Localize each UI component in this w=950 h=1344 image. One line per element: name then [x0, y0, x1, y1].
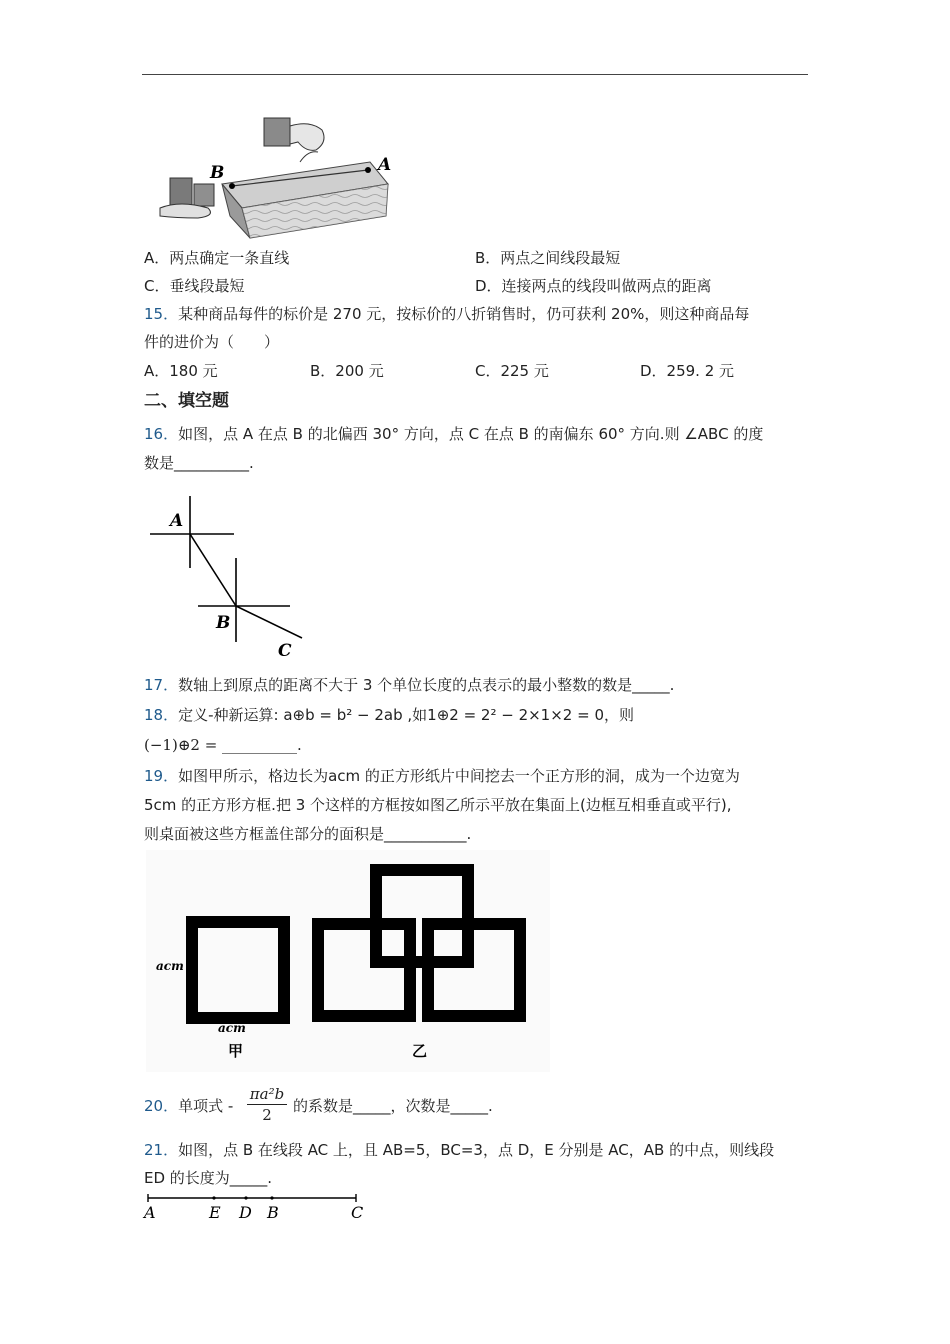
q20-fraction-denominator: 2: [247, 1104, 287, 1125]
q18-line2: (−1)⊕2 = __________.: [144, 736, 302, 754]
q21-point-b: B: [267, 1203, 279, 1222]
q14-label-b: B: [210, 163, 225, 183]
q19-caption-yi: 乙: [412, 1042, 428, 1060]
q19-label-acm-bottom: acm: [218, 1021, 246, 1035]
section-title: 二、填空题: [144, 391, 229, 411]
q15-option-b: B．200 元: [310, 362, 384, 380]
q19-caption-jia: 甲: [228, 1042, 244, 1060]
q20-suffix: 的系数是_____，次数是_____.: [293, 1097, 493, 1115]
q14-point-b: [229, 183, 235, 189]
q21-number: 21．: [144, 1141, 179, 1159]
q15-option-c: C．225 元: [475, 362, 549, 380]
q19-frames-figure: [146, 850, 550, 1072]
q21-line1: [144, 1139, 774, 1161]
q15-line1: [144, 303, 749, 325]
q16-line1: [144, 423, 763, 445]
q21-point-e: E: [209, 1203, 221, 1222]
q14-option-b: B．两点之间线段最短: [475, 249, 621, 267]
q16-number: 16．: [144, 425, 179, 443]
q16-label-a: A: [170, 511, 184, 531]
q15-number: 15．: [144, 305, 179, 323]
q21-point-d: D: [239, 1203, 252, 1222]
q17-line: [144, 674, 674, 696]
q17-number: 17．: [144, 676, 179, 694]
q20-prefix: 单项式 -: [178, 1097, 234, 1115]
header-rule: [142, 74, 808, 75]
q21-point-c: C: [351, 1203, 364, 1222]
q18-line1: [144, 704, 634, 726]
q19-line1: [144, 765, 740, 787]
q17-text: 数轴上到原点的距离不大于 3 个单位长度的点表示的最小整数的数是_____.: [178, 676, 675, 694]
q19-text1: 如图甲所示，格边长为acm 的正方形纸片中间挖去一个正方形的洞，成为一个边宽为: [178, 767, 740, 785]
q18-number: 18．: [144, 706, 179, 724]
q15-line2: 件的进价为（ ）: [144, 333, 280, 351]
q19-line3: 则桌面被这些方框盖住部分的面积是___________.: [144, 825, 472, 843]
q15-option-a: A．180 元: [144, 362, 218, 380]
q15-text1: 某种商品每件的标价是 270 元，按标价的八折销售时，仍可获利 20%，则这种商品每: [178, 305, 750, 323]
q16-label-c: C: [278, 641, 292, 661]
q21-line2: ED 的长度为_____.: [144, 1169, 273, 1187]
q20-number: 20．: [144, 1097, 179, 1115]
q16-line2: 数是__________.: [144, 454, 254, 472]
q18-text1: 定义-种新运算: a⊕b = b² − 2ab ,如1⊕2 = 2² − 2×1×2 = 0，则: [178, 706, 634, 724]
q14-label-a: A: [378, 155, 392, 175]
q19-number: 19．: [144, 767, 179, 785]
q19-line2: 5cm 的正方形方框.把 3 个这样的方框按如图乙所示平放在集面上(边框互相垂直或平行),: [144, 796, 732, 814]
q14-option-a: A．两点确定一条直线: [144, 249, 290, 267]
q14-option-c: C．垂线段最短: [144, 277, 245, 295]
q14-option-d: D．连接两点的线段叫做两点的距离: [475, 277, 712, 295]
q16-label-b: B: [216, 613, 231, 633]
q20-fraction: [247, 1084, 287, 1125]
q19-label-acm-side: acm: [156, 959, 184, 973]
q16-text1: 如图，点 A 在点 B 的北偏西 30° 方向，点 C 在点 B 的南偏东 60° 方向.则 ∠ABC 的度: [178, 425, 764, 443]
q20-fraction-numerator: πa²b: [249, 1085, 285, 1103]
q21-text1: 如图，点 B 在线段 AC 上，且 AB=5，BC=3，点 D，E 分别是 AC，AB 的中点，则线段: [178, 1141, 775, 1159]
q15-option-d: D．259. 2 元: [640, 362, 735, 380]
q14-board-figure: [150, 112, 400, 247]
q20-line: [144, 1095, 233, 1117]
q14-point-a: [365, 167, 371, 173]
q21-segment-figure: [140, 1190, 380, 1224]
q19-label-5cm: 5cm: [222, 917, 246, 930]
q16-direction-figure: [146, 492, 316, 664]
q21-point-a: A: [144, 1203, 156, 1222]
